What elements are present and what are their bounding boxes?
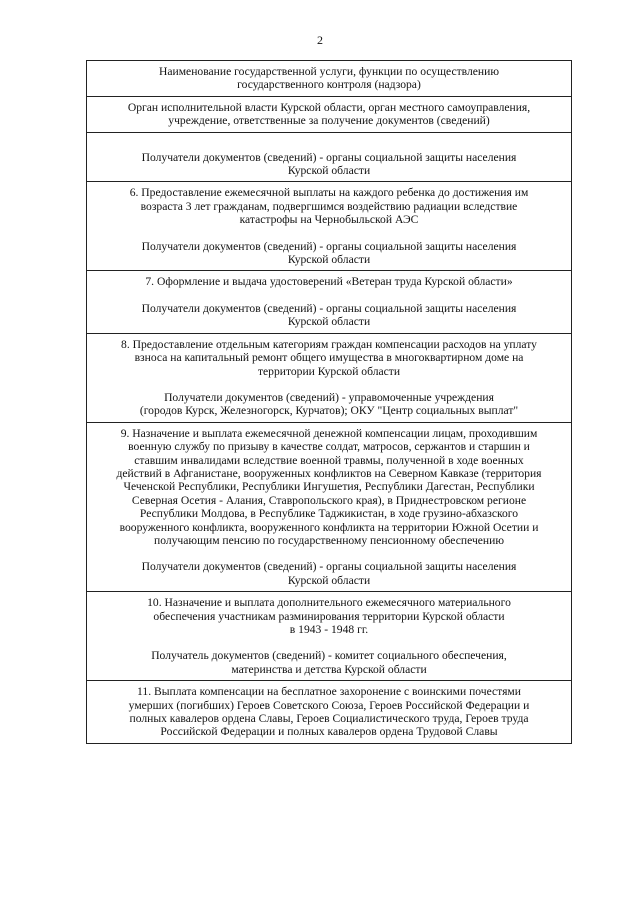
service-title-line: умерших (погибших) Героев Советского Союза, Героев Российской Федерации и — [128, 698, 530, 712]
service-title-line: 6. Предоставление ежемесячной выплаты на каждого ребенка до достижения им — [129, 186, 529, 200]
page-number: 2 — [317, 33, 323, 47]
recipient-line: Получатели документов (сведений) - органы социальной защиты населения — [141, 560, 517, 574]
service-title-line: Чеченской Республики, Республики Ингушетия, Республики Дагестан, Республики — [123, 480, 535, 494]
recipient-line: Получатели документов (сведений) - органы социальной защиты населения — [141, 301, 517, 315]
service-title-line: возраста 3 лет гражданам, подвергшимся воздействию радиации вследствие — [140, 199, 518, 213]
recipient-line: материнства и детства Курской области — [231, 662, 427, 676]
service-title-line: в 1943 - 1948 гг. — [289, 623, 369, 636]
table-row-item-6 — [87, 181, 571, 270]
table-row-item-9 — [87, 422, 571, 591]
recipient-line: Курской области — [287, 315, 371, 329]
table-row-item-10 — [87, 591, 571, 680]
recipient-line: (городов Курск, Железногорск, Курчатов); ОКУ "Центр социальных выплат" — [139, 404, 519, 418]
table-row-continuation — [87, 132, 571, 182]
service-title-line: получающим пенсию по государственному пенсионному обеспечению — [154, 533, 504, 547]
table-header-service — [87, 61, 571, 96]
service-title-line: 10. Назначение и выплата дополнительного ежемесячного материального — [147, 596, 511, 610]
recipient-line: Получатель документов (сведений) - комитет социального обеспечения, — [151, 649, 507, 663]
service-title-line: 7. Оформление и выдача удостоверений «Ветеран труда Курской области» — [145, 275, 513, 289]
recipient-line: Получатели документов (сведений) - органы социальной защиты населения — [141, 239, 517, 253]
service-title-line: военную службу по призыву в качестве солдат, матросов, сержантов и старшин и — [128, 440, 530, 454]
table-row-item-8 — [87, 333, 571, 422]
service-title-line: Российской Федерации и полных кавалеров ордена Трудовой Славы — [160, 725, 498, 739]
service-title-line: действий в Афганистане, вооруженных конфликтов на Северном Кавказе (территория — [116, 466, 542, 480]
table-row-item-7 — [87, 270, 571, 332]
service-title-line: взноса на капитальный ремонт общего имущества в многоквартирном доме на — [134, 351, 524, 365]
service-title-line: обеспечения участникам разминирования территории Курской области — [153, 609, 505, 623]
service-title-line: территории Курской области — [257, 364, 401, 378]
service-title-line: 11. Выплата компенсации на бесплатное захоронение с воинскими почестями — [137, 685, 521, 699]
service-title-line: 8. Предоставление отдельным категориям граждан компенсации расходов на уплату — [121, 337, 537, 351]
recipient-line: Получатели документов (сведений) - органы социальной защиты населения — [141, 150, 517, 164]
table-row-item-11 — [87, 680, 571, 743]
table-header-authority — [87, 96, 571, 132]
service-title-line: Северная Осетия - Алания, Ставропольского края), в Приднестровском регионе — [131, 493, 527, 507]
recipient-line: Курской области — [287, 573, 371, 587]
recipient-line: Получатели документов (сведений) - управомоченные учреждения — [164, 390, 494, 404]
service-title-line: полных кавалеров ордена Славы, Героев Социалистического труда, Героев труда — [129, 712, 529, 726]
service-title-line: катастрофы на Чернобыльской АЭС — [239, 213, 419, 227]
service-title-line: Республики Молдова, в Республике Таджикистан, в ходе грузино-абхазского — [139, 507, 519, 521]
header-service-line: государственного контроля (надзора) — [237, 78, 421, 92]
header-service-line: Наименование государственной услуги, функции по осуществлению — [159, 65, 499, 78]
recipient-line: Курской области — [287, 253, 371, 267]
service-title-line: ставшим инвалидами вследствие военной травмы, полученной в ходе военных — [134, 453, 524, 467]
header-authority-line: Орган исполнительной власти Курской области, орган местного самоуправления, — [127, 100, 531, 114]
recipient-line: Курской области — [287, 164, 371, 178]
service-title-line: вооруженного конфликта, вооруженного конфликта на территории Южной Осетии и — [119, 520, 539, 534]
services-table — [86, 60, 572, 744]
header-authority-line: учреждение, ответственные за получение документов (сведений) — [168, 114, 490, 128]
service-title-line: 9. Назначение и выплата ежемесячной денежной компенсации лицам, проходившим — [120, 426, 538, 440]
